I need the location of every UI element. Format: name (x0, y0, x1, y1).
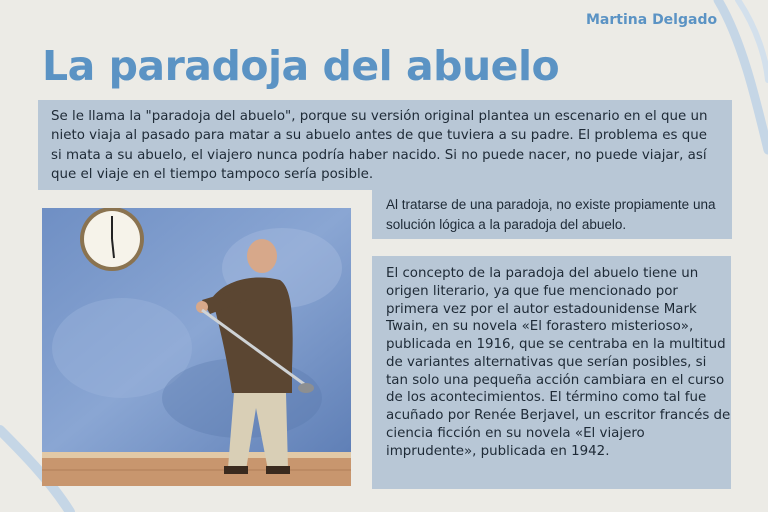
origin-paragraph: El concepto de la paradoja del abuelo tiene un origen literario, ya que fue mencionado por primera vez por el autor estadounidense Mark Twain, en su novela «El forastero misterioso», publicada en 1916, que se centraba en la multitud de variantes alternativas que serían posibles, si tan solo una pequeña acción cambiara en el curso de los acontecimientos. El término como tal fue acuñado por Renée Berjavel, un escritor francés de ciencia ficción en su novela «El viajero imprudente», publicada en 1942. (372, 256, 731, 489)
author-name: Martina Delgado (586, 12, 718, 28)
grandfather-golf-photo (42, 208, 351, 486)
note-paragraph: Al tratarse de una paradoja, no existe propiamente una solución lógica a la paradoja del abuelo. (372, 188, 732, 239)
wall-clock-icon (80, 208, 144, 271)
page-title: La paradoja del abuelo (42, 42, 560, 90)
intro-paragraph: Se le llama la "paradoja del abuelo", porque su versión original plantea un escenario en el que un nieto viaja al pasado para matar a su abuelo antes de que tuviera a su padre. El problema es que si mata a su abuelo, el viajero nunca podría haber nacido. Si no puede nacer, no puede viajar, así que el viaje en el tiempo tampoco sería posible. (38, 100, 732, 190)
